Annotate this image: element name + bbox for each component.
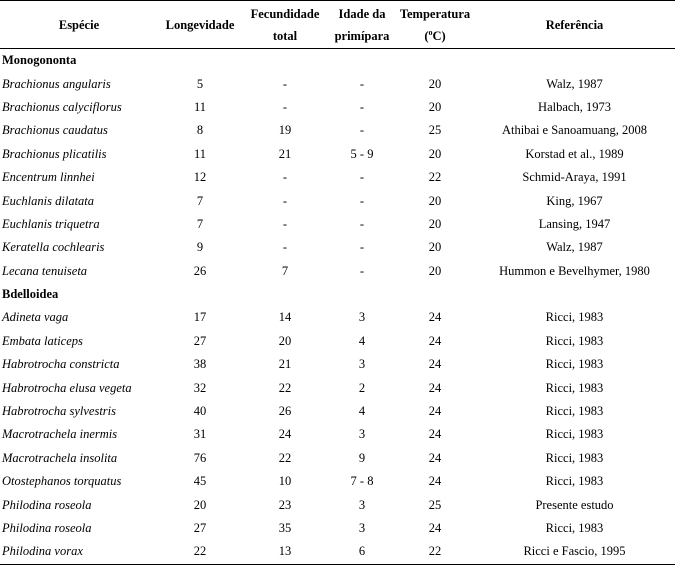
table-row bbox=[0, 119, 675, 142]
cell-longevidade: 11 bbox=[193, 99, 207, 114]
cell-longevidade: 5 bbox=[196, 76, 204, 91]
table-row bbox=[0, 540, 675, 564]
cell-temperatura: 20 bbox=[428, 146, 442, 161]
cell-referencia: Ricci, 1983 bbox=[545, 521, 604, 535]
cell-temperatura: 20 bbox=[428, 193, 442, 208]
cell-referencia: Lansing, 1947 bbox=[538, 216, 611, 231]
cell-idade: 4 bbox=[358, 404, 366, 419]
cell-fecundidade: 19 bbox=[278, 123, 292, 138]
cell-temperatura: 22 bbox=[428, 170, 442, 185]
header-idade bbox=[328, 1, 396, 49]
cell-referencia: Walz, 1987 bbox=[546, 76, 603, 91]
cell-referencia: Schmid-Araya, 1991 bbox=[522, 170, 627, 185]
cell-referencia: Hummon e Bevelhymer, 1980 bbox=[499, 263, 650, 278]
cell-especie: Keratella cochlearis bbox=[2, 240, 105, 255]
cell-especie: Brachionus calyciflorus bbox=[2, 99, 122, 114]
cell-referencia: Ricci, 1983 bbox=[545, 427, 604, 442]
cell-longevidade: 38 bbox=[193, 357, 207, 372]
cell-idade: 2 bbox=[358, 380, 366, 395]
header-especie: Espécie bbox=[58, 17, 100, 32]
cell-idade: - bbox=[359, 76, 365, 91]
cell-idade: 3 bbox=[358, 357, 366, 372]
cell-temperatura: 22 bbox=[428, 544, 442, 559]
cell-referencia: King, 1967 bbox=[546, 193, 603, 208]
cell-longevidade: 9 bbox=[196, 240, 204, 255]
cell-temperatura: 24 bbox=[428, 404, 442, 419]
cell-referencia: Ricci, 1983 bbox=[545, 380, 604, 395]
cell-longevidade: 8 bbox=[196, 123, 204, 138]
cell-especie: Brachionus angularis bbox=[2, 76, 111, 91]
cell-referencia: Ricci, 1983 bbox=[545, 310, 604, 325]
header-idade-line1: Idade da bbox=[338, 6, 386, 21]
cell-idade: - bbox=[359, 99, 365, 114]
table-row bbox=[0, 493, 675, 516]
cell-fecundidade: 22 bbox=[278, 450, 292, 465]
cell-temperatura: 24 bbox=[428, 357, 442, 372]
cell-longevidade: 31 bbox=[193, 427, 207, 442]
cell-fecundidade: 24 bbox=[278, 427, 292, 442]
cell-fecundidade: - bbox=[282, 99, 288, 114]
cell-especie: Euchlanis dilatata bbox=[2, 193, 95, 208]
cell-longevidade: 26 bbox=[193, 263, 207, 278]
table-row bbox=[0, 189, 675, 212]
cell-idade: 3 bbox=[358, 427, 366, 442]
table-row bbox=[0, 470, 675, 493]
cell-especie: Habrotrocha constricta bbox=[2, 357, 120, 372]
cell-temperatura: 25 bbox=[428, 497, 442, 512]
cell-especie: Adineta vaga bbox=[2, 310, 69, 325]
cell-idade: - bbox=[359, 193, 365, 208]
cell-temperatura: 24 bbox=[428, 450, 442, 465]
cell-idade: 7 - 8 bbox=[350, 474, 374, 489]
cell-especie: Lecana tenuiseta bbox=[2, 263, 88, 278]
header-referencia: Referência bbox=[545, 17, 604, 32]
cell-referencia: Ricci, 1983 bbox=[545, 450, 604, 465]
cell-especie: Macrotrachela insolita bbox=[2, 450, 118, 465]
cell-temperatura: 24 bbox=[428, 474, 442, 489]
cell-longevidade: 7 bbox=[196, 216, 204, 231]
cell-fecundidade: - bbox=[282, 170, 288, 185]
cell-referencia: Presente estudo bbox=[535, 497, 614, 512]
cell-referencia: Walz, 1987 bbox=[546, 240, 603, 255]
table-row bbox=[0, 400, 675, 423]
cell-fecundidade: 10 bbox=[278, 474, 292, 489]
cell-longevidade: 20 bbox=[193, 497, 207, 512]
cell-referencia: Ricci, 1983 bbox=[545, 333, 604, 348]
cell-temperatura: 24 bbox=[428, 310, 442, 325]
cell-referencia: Korstad et al., 1989 bbox=[525, 146, 624, 161]
degree-sup: o bbox=[428, 27, 433, 37]
cell-fecundidade: 26 bbox=[278, 404, 292, 419]
cell-especie: Brachionus plicatilis bbox=[2, 146, 107, 161]
cell-temperatura: 25 bbox=[428, 123, 442, 138]
cell-idade: - bbox=[359, 170, 365, 185]
cell-idade: 5 - 9 bbox=[350, 146, 374, 161]
cell-temperatura: 20 bbox=[428, 216, 442, 231]
table-row bbox=[0, 517, 675, 540]
cell-fecundidade: 21 bbox=[278, 146, 292, 161]
cell-especie: Encentrum linnhei bbox=[2, 170, 95, 185]
cell-especie: Habrotrocha elusa vegeta bbox=[2, 380, 132, 395]
cell-fecundidade: 22 bbox=[278, 380, 292, 395]
cell-idade: 3 bbox=[358, 497, 366, 512]
cell-idade: 3 bbox=[358, 310, 366, 325]
cell-fecundidade: 23 bbox=[278, 497, 292, 512]
cell-referencia: Ricci, 1983 bbox=[545, 357, 604, 372]
table-row bbox=[0, 306, 675, 329]
table-body bbox=[0, 49, 675, 565]
cell-fecundidade: - bbox=[282, 193, 288, 208]
header-fecundidade-line1: Fecundidade bbox=[250, 6, 320, 21]
cell-longevidade: 45 bbox=[193, 474, 207, 489]
cell-temperatura: 20 bbox=[428, 240, 442, 255]
cell-longevidade: 17 bbox=[193, 310, 207, 325]
cell-especie: Embata laticeps bbox=[2, 333, 83, 348]
cell-especie: Philodina roseola bbox=[2, 497, 92, 512]
header-fecundidade bbox=[242, 1, 328, 49]
table-row bbox=[0, 72, 675, 95]
header-temperatura bbox=[396, 1, 474, 49]
group-title: Monogononta bbox=[2, 53, 77, 68]
table-row bbox=[0, 353, 675, 376]
cell-idade: - bbox=[359, 216, 365, 231]
group-title: Bdelloidea bbox=[2, 287, 59, 302]
cell-longevidade: 76 bbox=[193, 450, 207, 465]
cell-fecundidade: - bbox=[282, 240, 288, 255]
header-temperatura-unit: ($^o$C) bbox=[424, 27, 446, 43]
cell-idade: - bbox=[359, 263, 365, 278]
header-idade-line2: primípara bbox=[334, 28, 390, 43]
table-header bbox=[0, 1, 675, 49]
cell-fecundidade: 21 bbox=[278, 357, 292, 372]
table-row bbox=[0, 96, 675, 119]
cell-longevidade: 32 bbox=[193, 380, 207, 395]
table-row bbox=[0, 447, 675, 470]
table-row bbox=[0, 260, 675, 283]
cell-temperatura: 20 bbox=[428, 76, 442, 91]
cell-longevidade: 12 bbox=[193, 170, 207, 185]
table-row bbox=[0, 236, 675, 259]
cell-especie: Macrotrachela inermis bbox=[2, 427, 118, 442]
cell-referencia: Ricci e Fascio, 1995 bbox=[523, 544, 626, 559]
cell-idade: 9 bbox=[358, 450, 366, 465]
cell-idade: - bbox=[359, 240, 365, 255]
table-row bbox=[0, 423, 675, 446]
cell-temperatura: 24 bbox=[428, 380, 442, 395]
header-row bbox=[0, 1, 675, 49]
cell-fecundidade: 35 bbox=[278, 521, 292, 535]
cell-fecundidade: - bbox=[282, 216, 288, 231]
cell-especie: Otostephanos torquatus bbox=[2, 474, 122, 489]
cell-longevidade: 27 bbox=[193, 333, 207, 348]
cell-especie: Habrotrocha sylvestris bbox=[2, 404, 116, 419]
cell-temperatura: 24 bbox=[428, 521, 442, 535]
cell-temperatura: 24 bbox=[428, 427, 442, 442]
cell-referencia: Halbach, 1973 bbox=[538, 99, 611, 114]
cell-temperatura: 24 bbox=[428, 333, 442, 348]
cell-idade: 6 bbox=[358, 544, 366, 559]
header-temperatura-line1: Temperatura bbox=[399, 6, 471, 21]
cell-referencia: Athibai e Sanoamuang, 2008 bbox=[501, 123, 648, 138]
cell-especie: Brachionus caudatus bbox=[2, 123, 108, 138]
cell-referencia: Ricci, 1983 bbox=[545, 404, 604, 419]
cell-longevidade: 11 bbox=[193, 146, 207, 161]
cell-longevidade: 27 bbox=[193, 521, 207, 535]
table-row bbox=[0, 330, 675, 353]
cell-fecundidade: 20 bbox=[278, 333, 292, 348]
header-longevidade: Longevidade bbox=[165, 17, 235, 32]
group-row bbox=[0, 49, 675, 73]
cell-temperatura: 20 bbox=[428, 99, 442, 114]
header-fecundidade-line2: total bbox=[272, 28, 298, 43]
cell-longevidade: 40 bbox=[193, 404, 207, 419]
cell-fecundidade: 13 bbox=[278, 544, 292, 559]
cell-idade: 4 bbox=[358, 333, 366, 348]
table-row bbox=[0, 143, 675, 166]
cell-especie: Philodina roseola bbox=[2, 521, 92, 535]
cell-especie: Euchlanis triquetra bbox=[2, 216, 100, 231]
table-row bbox=[0, 166, 675, 189]
cell-especie: Philodina vorax bbox=[2, 544, 83, 559]
cell-fecundidade: 7 bbox=[281, 263, 289, 278]
table-row bbox=[0, 213, 675, 236]
cell-idade: - bbox=[359, 123, 365, 138]
cell-fecundidade: 14 bbox=[278, 310, 292, 325]
cell-longevidade: 22 bbox=[193, 544, 207, 559]
table-row bbox=[0, 376, 675, 399]
cell-longevidade: 7 bbox=[196, 193, 204, 208]
cell-fecundidade: - bbox=[282, 76, 288, 91]
cell-referencia: Ricci, 1983 bbox=[545, 474, 604, 489]
cell-temperatura: 20 bbox=[428, 263, 442, 278]
group-row bbox=[0, 283, 675, 306]
cell-idade: 3 bbox=[358, 521, 366, 535]
